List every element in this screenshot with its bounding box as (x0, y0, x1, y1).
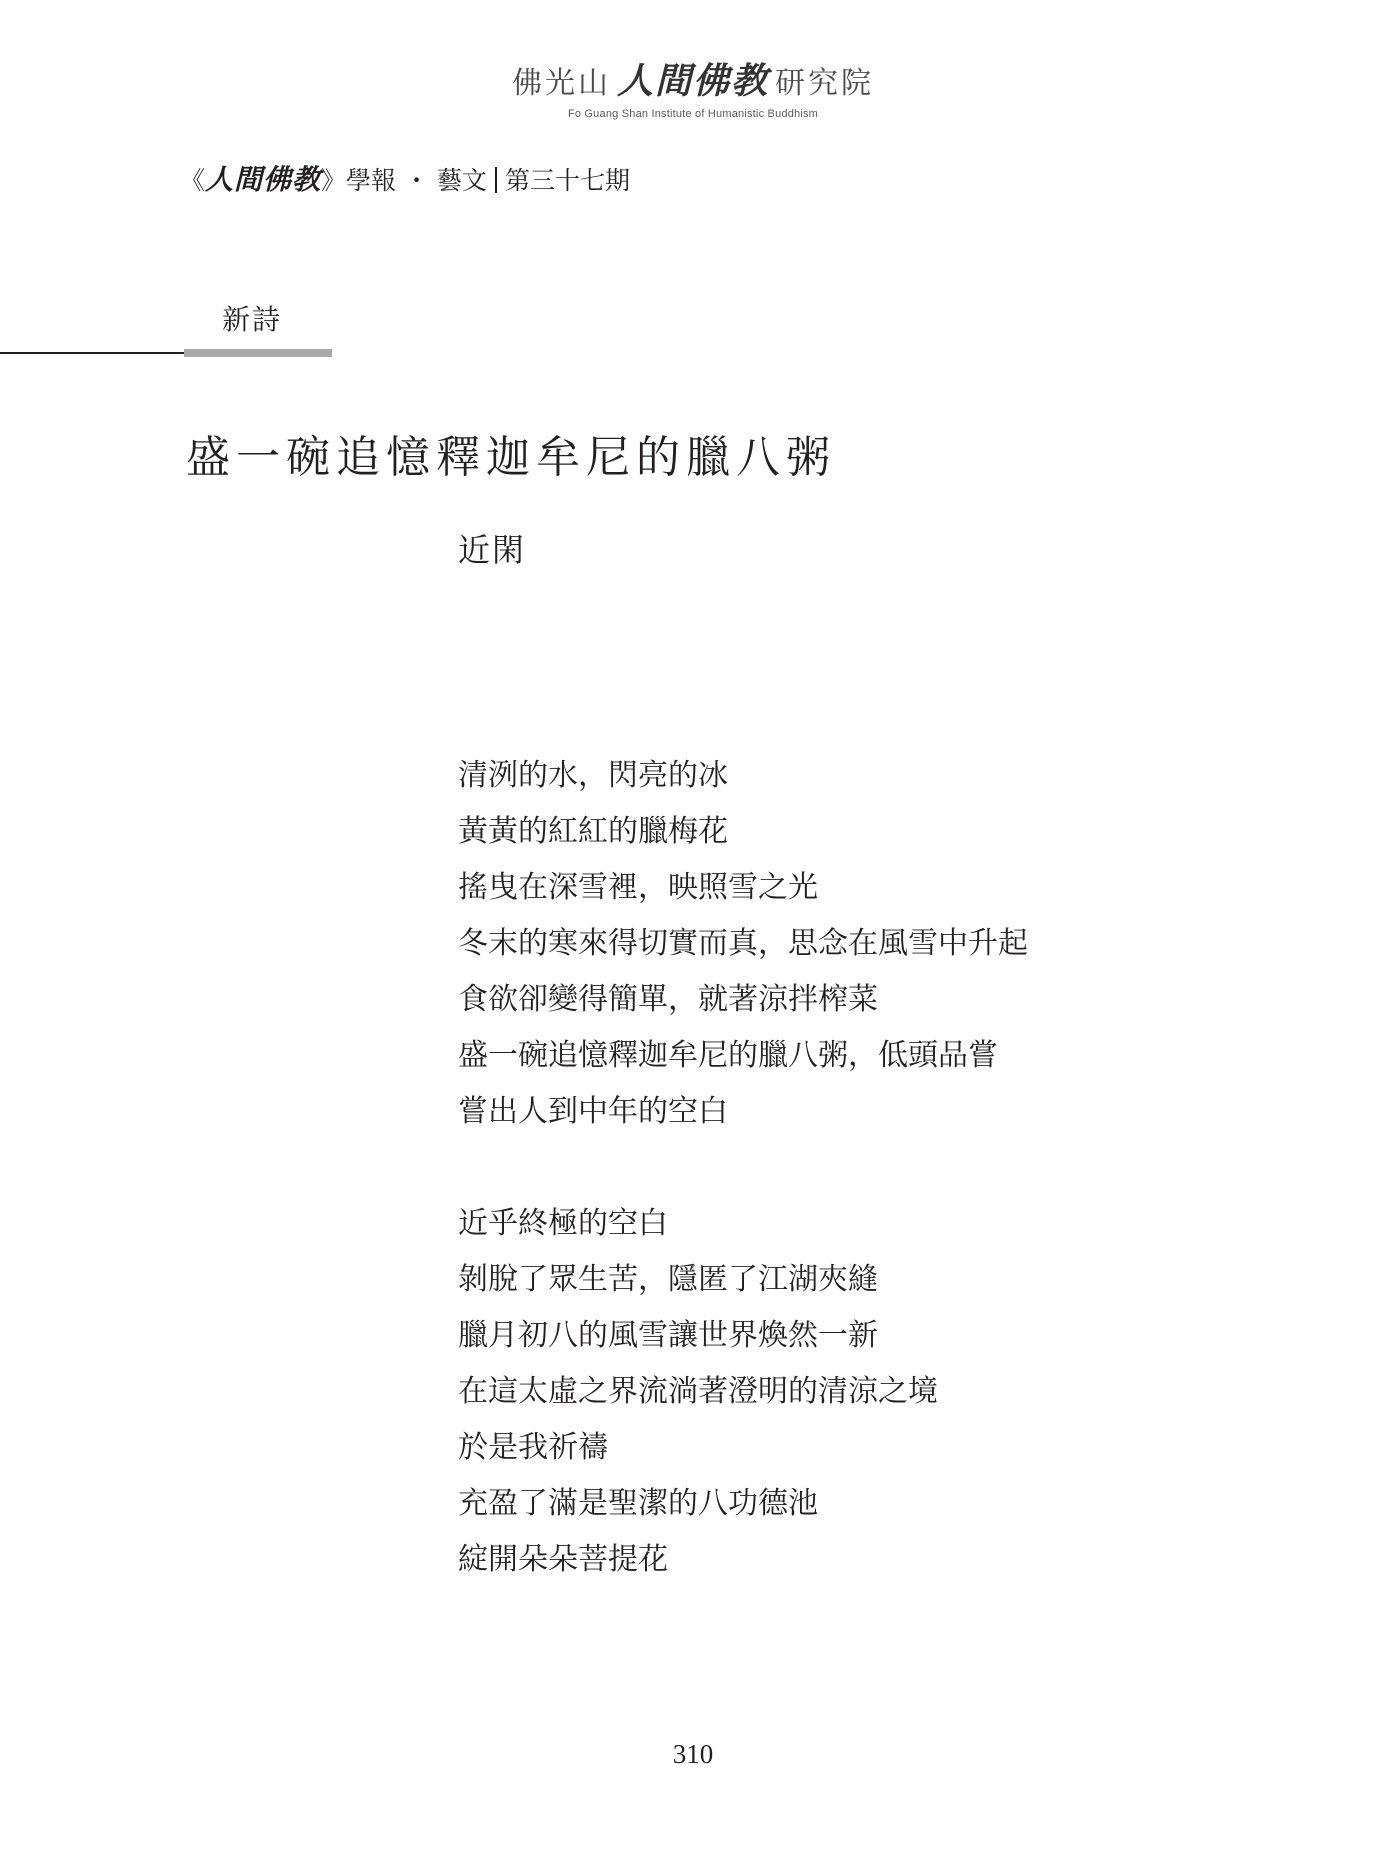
poem-author: 近閑 (458, 531, 527, 569)
section-rule-thick (184, 349, 332, 357)
journal-divider (495, 167, 497, 193)
poem-line: 盛一碗追憶釋迦牟尼的臘八粥，低頭品嘗 (458, 1038, 998, 1073)
poem-line: 搖曳在深雪裡，映照雪之光 (458, 870, 818, 905)
institute-header (0, 62, 1386, 120)
journal-running-head (180, 162, 630, 199)
section-label: 新詩 (222, 303, 283, 336)
poem-stanza-1 (458, 756, 1028, 1148)
poem-line: 嘗出人到中年的空白 (458, 1094, 728, 1129)
poem-line: 於是我祈禱 (458, 1430, 608, 1465)
poem-line: 綻開朵朵菩提花 (458, 1542, 668, 1577)
poem-stanza-2 (458, 1204, 1028, 1596)
poem-line: 在這太虛之界流淌著澄明的清涼之境 (458, 1374, 938, 1409)
poem-line: 冬末的寒來得切實而真，思念在風雪中升起 (458, 926, 1028, 961)
institute-suffix: 研究院 (775, 66, 874, 101)
poem-line: 清洌的水，閃亮的冰 (458, 758, 728, 793)
journal-open-bracket: 《 (180, 166, 206, 195)
poem-line: 充盈了滿是聖潔的八功德池 (458, 1486, 818, 1521)
institute-prefix: 佛光山 (511, 66, 611, 101)
journal-issue: 第三十七期 (504, 166, 630, 195)
poem-line: 黃黃的紅紅的臘梅花 (458, 814, 728, 849)
institute-brand-logo: 人間佛教 (616, 61, 769, 102)
poem-line: 臘月初八的風雪讓世界煥然一新 (458, 1318, 878, 1353)
poem-line: 剝脫了眾生苦，隱匿了江湖夾縫 (458, 1262, 878, 1297)
institute-english-name: Fo Guang Shan Institute of Humanistic Buddhism (567, 108, 819, 120)
poem-line: 食欲卻變得簡單，就著涼拌榨菜 (458, 982, 878, 1017)
page-number: 310 (672, 1739, 714, 1769)
journal-name: 》學報 ・ 藝文 (321, 166, 487, 195)
poem-title: 盛一碗追憶釋迦牟尼的臘八粥 (186, 432, 836, 483)
poem-line: 近乎終極的空白 (458, 1206, 668, 1241)
stanza-break (458, 1148, 1028, 1204)
institute-name (0, 62, 1386, 104)
journal-brand-logo: 人間佛教 (205, 163, 322, 196)
section-rule-thin (0, 352, 186, 354)
poem-body (458, 756, 1028, 1596)
